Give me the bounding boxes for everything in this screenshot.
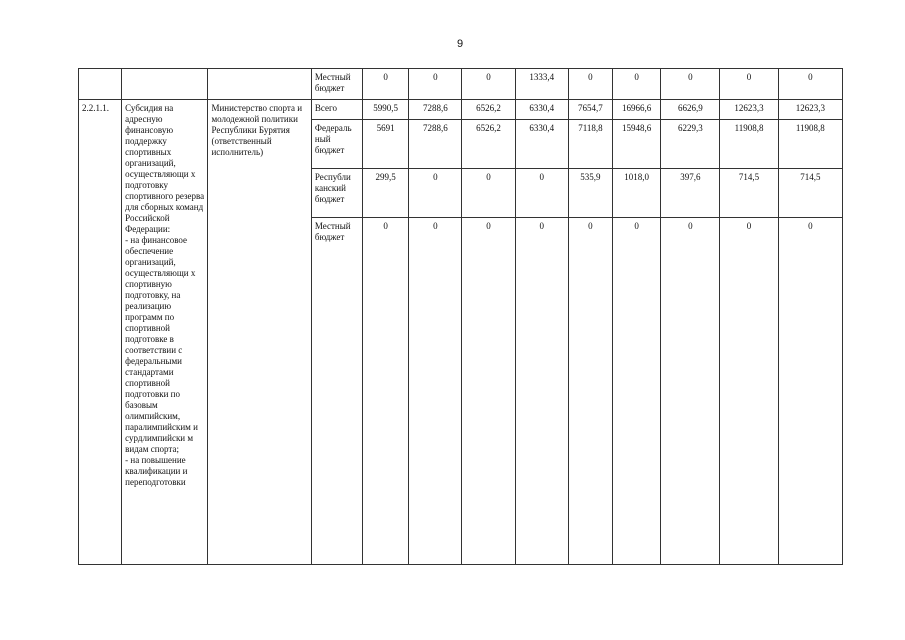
value-cell: 0 bbox=[515, 218, 568, 565]
value-cell: 0 bbox=[661, 218, 720, 565]
value-cell: 397,6 bbox=[661, 169, 720, 218]
value-cell: 0 bbox=[568, 69, 612, 100]
value-cell: 1333,4 bbox=[515, 69, 568, 100]
value-cell: 7288,6 bbox=[409, 120, 462, 169]
value-cell: 6330,4 bbox=[515, 100, 568, 120]
value-cell: 6526,2 bbox=[462, 100, 515, 120]
table-row bbox=[79, 69, 843, 100]
value-cell: 0 bbox=[568, 218, 612, 565]
item-code: 2.2.1.1. bbox=[79, 100, 122, 565]
table-row bbox=[79, 100, 843, 120]
value-cell: 0 bbox=[778, 69, 842, 100]
value-cell: 0 bbox=[409, 169, 462, 218]
code-cell bbox=[79, 69, 122, 100]
value-cell: 299,5 bbox=[363, 169, 409, 218]
value-cell: 11908,8 bbox=[720, 120, 778, 169]
value-cell: 0 bbox=[613, 218, 661, 565]
source-cell: Местный бюджет bbox=[311, 69, 362, 100]
value-cell: 7118,8 bbox=[568, 120, 612, 169]
value-cell: 6229,3 bbox=[661, 120, 720, 169]
value-cell: 7654,7 bbox=[568, 100, 612, 120]
value-cell: 0 bbox=[661, 69, 720, 100]
item-executor: Министерство спорта и молодежной политики Республики Бурятия (ответственный исполнитель) bbox=[208, 100, 311, 565]
budget-table bbox=[78, 68, 843, 565]
value-cell: 7288,6 bbox=[409, 100, 462, 120]
source-cell: Республи канский бюджет bbox=[311, 169, 362, 218]
value-cell: 0 bbox=[409, 218, 462, 565]
value-cell: 11908,8 bbox=[778, 120, 842, 169]
value-cell: 714,5 bbox=[720, 169, 778, 218]
value-cell: 0 bbox=[363, 218, 409, 565]
value-cell: 0 bbox=[613, 69, 661, 100]
value-cell: 535,9 bbox=[568, 169, 612, 218]
executor-cell bbox=[208, 69, 311, 100]
value-cell: 714,5 bbox=[778, 169, 842, 218]
value-cell: 16966,6 bbox=[613, 100, 661, 120]
value-cell: 6626,9 bbox=[661, 100, 720, 120]
source-cell: Местный бюджет bbox=[311, 218, 362, 565]
value-cell: 0 bbox=[462, 169, 515, 218]
value-cell: 5691 bbox=[363, 120, 409, 169]
value-cell: 5990,5 bbox=[363, 100, 409, 120]
value-cell: 0 bbox=[720, 218, 778, 565]
source-cell: Федераль ный бюджет bbox=[311, 120, 362, 169]
value-cell: 0 bbox=[515, 169, 568, 218]
value-cell: 1018,0 bbox=[613, 169, 661, 218]
value-cell: 0 bbox=[778, 218, 842, 565]
value-cell: 12623,3 bbox=[720, 100, 778, 120]
value-cell: 0 bbox=[720, 69, 778, 100]
value-cell: 12623,3 bbox=[778, 100, 842, 120]
source-cell: Всего bbox=[311, 100, 362, 120]
value-cell: 0 bbox=[462, 218, 515, 565]
page-number: 9 bbox=[456, 38, 464, 50]
item-description: Субсидия на адресную финансовую поддержку спортивных организаций, осуществляющи х подготовку спортивного резерва для сборных команд Российской Федерации: - на финансовое обеспечение организаций, осуществляющи х спортивную подготовку, на реализацию программ по спортивной подготовке в соответствии с федеральными стандартами спортивной подготовки по базовым олимпийским, паралимпийским и сурдлимпийски м видам спорта; - на повышение квалификации и переподготовки bbox=[122, 100, 208, 565]
description-cell bbox=[122, 69, 208, 100]
value-cell: 0 bbox=[462, 69, 515, 100]
value-cell: 6330,4 bbox=[515, 120, 568, 169]
value-cell: 15948,6 bbox=[613, 120, 661, 169]
value-cell: 6526,2 bbox=[462, 120, 515, 169]
value-cell: 0 bbox=[409, 69, 462, 100]
value-cell: 0 bbox=[363, 69, 409, 100]
